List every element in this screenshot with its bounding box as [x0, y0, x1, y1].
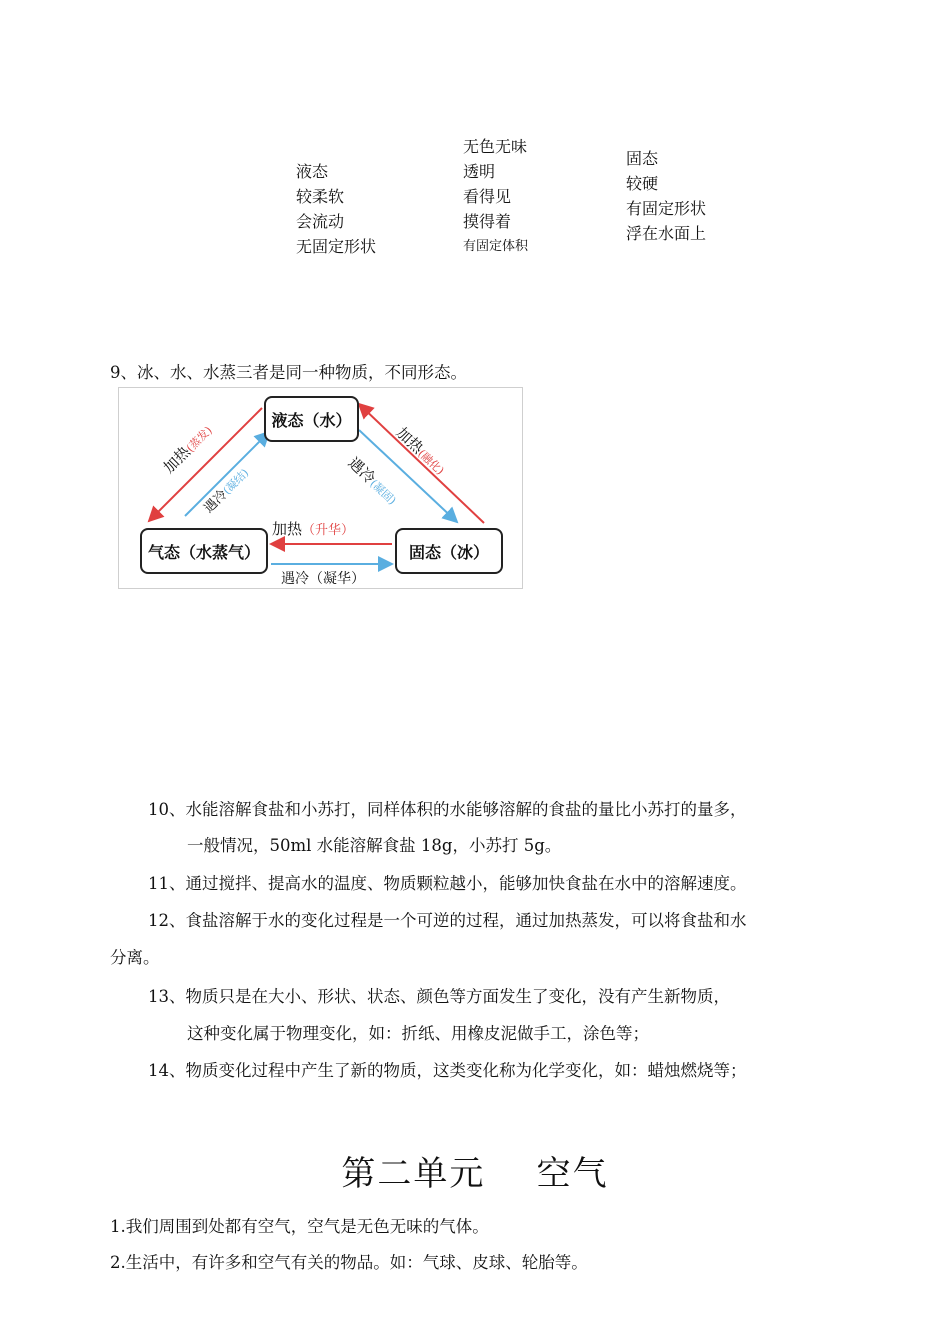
label-cool-deposit: 遇冷（凝华） — [281, 571, 365, 587]
solid-properties — [626, 146, 706, 246]
item-13-line1: 13、物质只是在大小、形状、状态、颜色等方面发生了变化，没有产生新物质， — [148, 987, 730, 1006]
label-heat-text: 加热 — [272, 520, 303, 538]
label-cool-paren: (凝固) — [367, 477, 399, 508]
liquid-properties — [296, 159, 376, 259]
liquid-prop: 无固定形状 — [296, 237, 377, 256]
air-prop: 看得见 — [463, 187, 512, 206]
item-12-line2: 分离。 — [110, 948, 160, 967]
solid-prop: 有固定形状 — [626, 199, 707, 218]
label-heat-text: 加热 — [159, 442, 194, 477]
unit-title: 第二单元 空气 — [341, 1154, 609, 1194]
item-12-line1: 12、食盐溶解于水的变化过程是一个可逆的过程，通过加热蒸发，可以将食盐和水 — [148, 911, 747, 930]
item-14: 14、物质变化过程中产生了新的物质，这类变化称为化学变化，如：蜡烛燃烧等； — [148, 1061, 747, 1080]
label-heat-paren: (蒸发) — [183, 423, 215, 455]
node-gas: 气态（水蒸气） — [140, 528, 268, 574]
air-prop: 无色无味 — [463, 137, 528, 156]
liquid-prop: 液态 — [296, 162, 329, 181]
item-10-line1: 10、水能溶解食盐和小苏打，同样体积的水能够溶解的食盐的量比小苏打的量多， — [148, 800, 747, 819]
item-10-line2: 一般情况，50ml 水能溶解食盐 18g，小苏打 5g。 — [187, 836, 562, 855]
node-solid: 固态（冰） — [395, 528, 503, 574]
label-heat-text: 加热 — [392, 423, 427, 458]
state-diagram — [118, 387, 523, 589]
liquid-prop: 较柔软 — [296, 187, 345, 206]
label-heat-paren: (融化) — [415, 447, 447, 478]
air-prop: 透明 — [463, 162, 496, 181]
item-11: 11、通过搅拌、提高水的温度、物质颗粒越小，能够加快食盐在水中的溶解速度。 — [148, 874, 747, 893]
item-9: 9、冰、水、水蒸三者是同一种物质，不同形态。 — [110, 363, 467, 382]
air-properties — [463, 134, 528, 259]
liquid-prop: 会流动 — [296, 212, 345, 231]
solid-prop: 固态 — [626, 149, 659, 168]
solid-prop: 较硬 — [626, 174, 659, 193]
air-prop: 摸得着 — [463, 212, 512, 231]
node-liquid: 液态（水） — [264, 396, 359, 442]
label-cool-text: 遇冷 — [344, 453, 379, 488]
solid-prop: 浮在水面上 — [626, 224, 707, 243]
label-heat-paren: （升华） — [302, 523, 355, 538]
air-prop: 有固定体积 — [463, 239, 529, 254]
unit-item-1: 1.我们周围到处都有空气，空气是无色无味的气体。 — [110, 1217, 489, 1236]
unit-item-2: 2.生活中，有许多和空气有关的物品。如：气球、皮球、轮胎等。 — [110, 1253, 588, 1272]
label-cool-text: 遇冷 — [201, 487, 231, 517]
label-heat-sublimate — [272, 518, 354, 539]
item-13-line2: 这种变化属于物理变化，如：折纸、用橡皮泥做手工，涂色等； — [187, 1024, 649, 1043]
label-cool-paren: (凝结) — [220, 466, 252, 498]
